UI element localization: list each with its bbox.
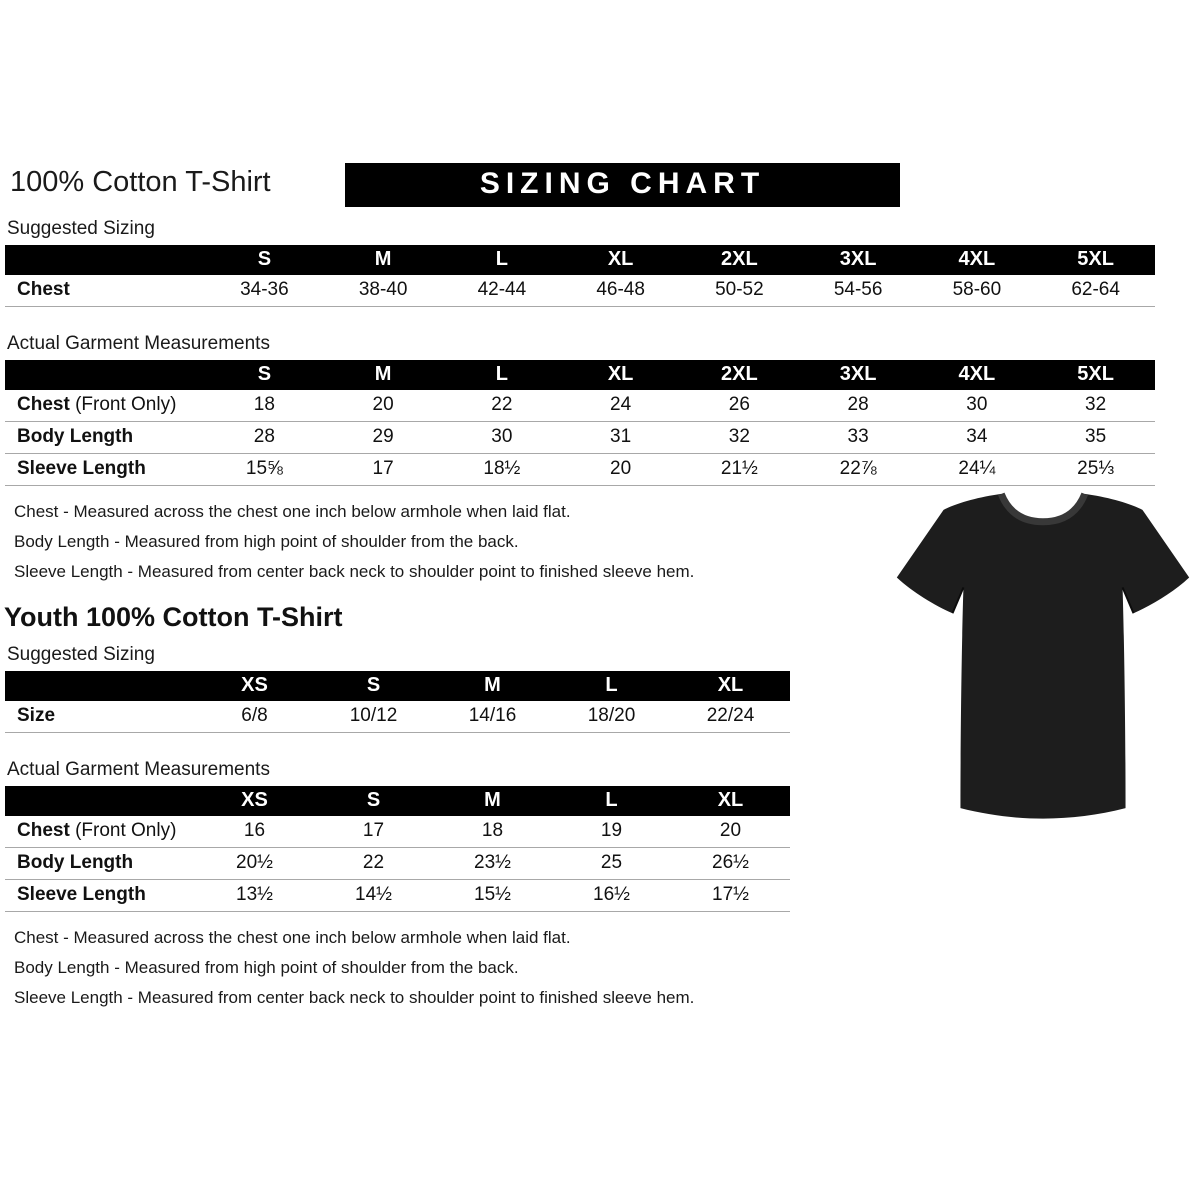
size-column-header: XL — [561, 245, 680, 275]
table-corner — [5, 671, 195, 701]
size-value-cell: 32 — [680, 422, 799, 454]
measurement-note: Body Length - Measured from high point of shoulder from the back. — [14, 532, 519, 551]
size-value-cell: 30 — [443, 422, 562, 454]
size-header-row — [5, 671, 790, 701]
size-column-header: 3XL — [799, 360, 918, 390]
size-value-cell: 22⅞ — [799, 454, 918, 486]
table-corner — [5, 245, 205, 275]
size-value-cell: 16½ — [552, 880, 671, 912]
size-column-header: S — [314, 786, 433, 816]
size-value-cell: 15½ — [433, 880, 552, 912]
size-column-header: 3XL — [799, 245, 918, 275]
size-column-header: L — [552, 786, 671, 816]
table-row — [5, 880, 790, 912]
measurement-note: Body Length - Measured from high point of shoulder from the back. — [14, 958, 519, 977]
size-value-cell: 10/12 — [314, 701, 433, 733]
row-label: Sleeve Length — [5, 880, 195, 912]
youth-actual-label: Actual Garment Measurements — [7, 759, 270, 780]
table-row — [5, 275, 1155, 307]
size-value-cell: 18½ — [443, 454, 562, 486]
size-value-cell: 19 — [552, 816, 671, 848]
size-value-cell: 15⅝ — [205, 454, 324, 486]
size-value-cell: 17 — [324, 454, 443, 486]
size-column-header: 4XL — [918, 360, 1037, 390]
size-value-cell: 42-44 — [443, 275, 562, 307]
size-header-row — [5, 360, 1155, 390]
size-header-row — [5, 245, 1155, 275]
size-value-cell: 20 — [671, 816, 790, 848]
row-label: Chest (Front Only) — [5, 816, 195, 848]
size-value-cell: 18 — [433, 816, 552, 848]
size-value-cell: 31 — [561, 422, 680, 454]
measurement-note: Chest - Measured across the chest one inch below armhole when laid flat. — [14, 502, 571, 521]
size-value-cell: 32 — [1036, 390, 1155, 422]
youth-suggested-table — [5, 671, 790, 733]
measurement-note: Sleeve Length - Measured from center back neck to shoulder point to finished sleeve hem. — [14, 562, 695, 581]
size-value-cell: 28 — [205, 422, 324, 454]
size-value-cell: 17½ — [671, 880, 790, 912]
size-value-cell: 58-60 — [918, 275, 1037, 307]
size-column-header: M — [324, 360, 443, 390]
row-label: Chest — [5, 275, 205, 307]
size-value-cell: 18 — [205, 390, 324, 422]
youth-suggested-label: Suggested Sizing — [7, 644, 155, 665]
size-value-cell: 17 — [314, 816, 433, 848]
size-value-cell: 20 — [561, 454, 680, 486]
size-value-cell: 14/16 — [433, 701, 552, 733]
row-label: Sleeve Length — [5, 454, 205, 486]
size-value-cell: 54-56 — [799, 275, 918, 307]
size-column-header: 5XL — [1036, 245, 1155, 275]
size-value-cell: 20½ — [195, 848, 314, 880]
size-value-cell: 6/8 — [195, 701, 314, 733]
adult-actual-table — [5, 360, 1155, 486]
table-row — [5, 390, 1155, 422]
size-value-cell: 26 — [680, 390, 799, 422]
size-value-cell: 22/24 — [671, 701, 790, 733]
sizing-chart-banner: SIZING CHART — [345, 163, 900, 207]
adult-suggested-label: Suggested Sizing — [7, 218, 155, 239]
youth-section-title: Youth 100% Cotton T-Shirt — [4, 602, 343, 632]
size-column-header: 2XL — [680, 245, 799, 275]
size-value-cell: 34 — [918, 422, 1037, 454]
size-value-cell: 16 — [195, 816, 314, 848]
size-value-cell: 23½ — [433, 848, 552, 880]
size-value-cell: 34-36 — [205, 275, 324, 307]
size-value-cell: 20 — [324, 390, 443, 422]
size-header-row — [5, 786, 790, 816]
youth-actual-table — [5, 786, 790, 912]
size-column-header: XS — [195, 671, 314, 701]
size-column-header: L — [552, 671, 671, 701]
table-row — [5, 701, 790, 733]
size-value-cell: 35 — [1036, 422, 1155, 454]
table-row — [5, 816, 790, 848]
table-corner — [5, 360, 205, 390]
adult-section-title: 100% Cotton T-Shirt — [10, 166, 271, 198]
size-value-cell: 46-48 — [561, 275, 680, 307]
size-column-header: L — [443, 360, 562, 390]
size-column-header: L — [443, 245, 562, 275]
size-column-header: 5XL — [1036, 360, 1155, 390]
size-column-header: XL — [561, 360, 680, 390]
measurement-note: Chest - Measured across the chest one inch below armhole when laid flat. — [14, 928, 571, 947]
size-value-cell: 29 — [324, 422, 443, 454]
table-row — [5, 848, 790, 880]
size-column-header: S — [314, 671, 433, 701]
size-value-cell: 38-40 — [324, 275, 443, 307]
row-label-suffix: (Front Only) — [69, 394, 177, 415]
size-value-cell: 18/20 — [552, 701, 671, 733]
measurement-note: Sleeve Length - Measured from center back neck to shoulder point to finished sleeve hem. — [14, 988, 695, 1007]
size-value-cell: 62-64 — [1036, 275, 1155, 307]
tshirt-graphic — [893, 478, 1193, 836]
black-tshirt-image — [893, 478, 1193, 836]
size-value-cell: 21½ — [680, 454, 799, 486]
size-value-cell: 30 — [918, 390, 1037, 422]
adult-suggested-table — [5, 245, 1155, 307]
table-corner — [5, 786, 195, 816]
size-column-header: 4XL — [918, 245, 1037, 275]
size-column-header: XL — [671, 671, 790, 701]
size-value-cell: 14½ — [314, 880, 433, 912]
row-label: Body Length — [5, 422, 205, 454]
size-value-cell: 22 — [314, 848, 433, 880]
size-column-header: S — [205, 245, 324, 275]
size-value-cell: 25 — [552, 848, 671, 880]
header-row — [10, 163, 1200, 207]
size-value-cell: 24¼ — [918, 454, 1037, 486]
size-column-header: XS — [195, 786, 314, 816]
size-value-cell: 25⅓ — [1036, 454, 1155, 486]
row-label: Body Length — [5, 848, 195, 880]
size-value-cell: 24 — [561, 390, 680, 422]
size-column-header: XL — [671, 786, 790, 816]
size-value-cell: 50-52 — [680, 275, 799, 307]
row-label: Chest (Front Only) — [5, 390, 205, 422]
youth-measurement-notes — [14, 928, 1200, 1008]
size-column-header: S — [205, 360, 324, 390]
size-value-cell: 33 — [799, 422, 918, 454]
size-column-header: M — [433, 786, 552, 816]
size-value-cell: 28 — [799, 390, 918, 422]
size-column-header: 2XL — [680, 360, 799, 390]
size-value-cell: 26½ — [671, 848, 790, 880]
adult-actual-label: Actual Garment Measurements — [7, 333, 270, 354]
row-label-suffix: (Front Only) — [69, 820, 177, 841]
size-column-header: M — [324, 245, 443, 275]
size-value-cell: 13½ — [195, 880, 314, 912]
row-label: Size — [5, 701, 195, 733]
size-value-cell: 22 — [443, 390, 562, 422]
size-column-header: M — [433, 671, 552, 701]
table-row — [5, 422, 1155, 454]
